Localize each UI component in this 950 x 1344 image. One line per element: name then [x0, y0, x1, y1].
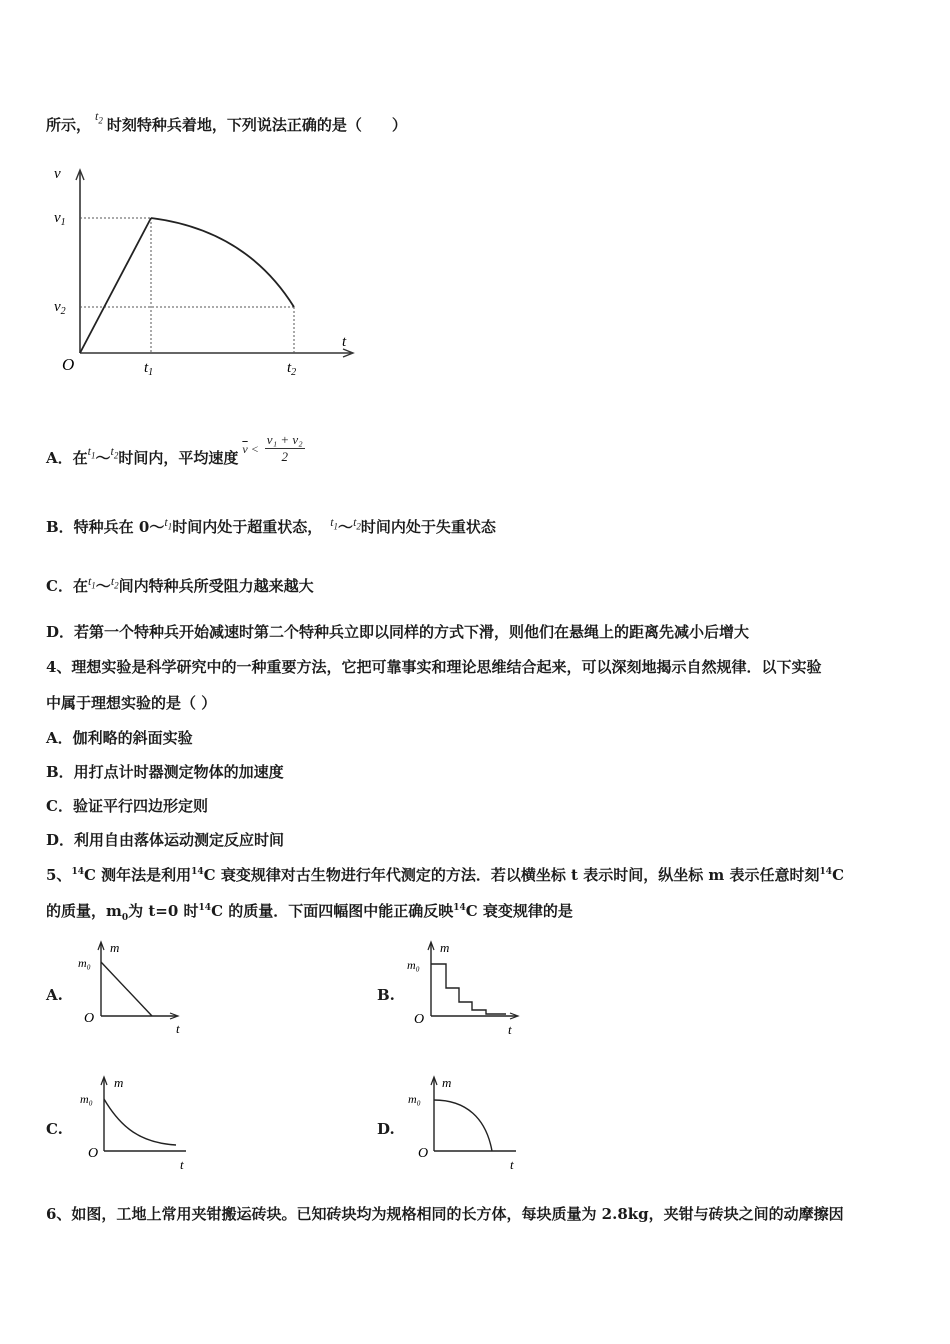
v1-label: $v_1$ — [54, 210, 66, 228]
q5-graph-c — [76, 1073, 196, 1173]
m0-label: m₀ — [407, 958, 420, 972]
decay-line — [101, 962, 152, 1016]
m-label: m — [440, 940, 450, 955]
v2-label: $v_2$ — [54, 299, 66, 317]
q5-option-d-label: D. — [377, 1120, 395, 1138]
q5-graph-b — [406, 938, 526, 1038]
origin-label: O — [88, 1146, 99, 1161]
origin-label: O — [414, 1012, 425, 1027]
q4-option-a: A．伽利略的斜面实验 — [46, 729, 193, 747]
t2-label: $t_2$ — [287, 360, 297, 378]
m0-label: m₀ — [408, 1092, 421, 1106]
t2-symbol: t2 — [95, 109, 103, 126]
q5-option-c-label: C. — [46, 1120, 63, 1138]
q4-stem-line2: 中属于理想实验的是（ ） — [46, 694, 217, 712]
q5-stem-line2: 的质量，$m_0$为 t=0 时$^{14}$C 的质量．下面四幅图中能正确反映$^{14}$C 衰变规律的是 — [46, 902, 573, 923]
q4-option-c: C．验证平行四边形定则 — [46, 797, 208, 815]
v-axis-label: v — [54, 166, 61, 182]
t1-label: $t_1$ — [144, 360, 154, 378]
acceleration-segment — [80, 218, 151, 353]
t-label: t — [508, 1022, 512, 1037]
q3-option-d: D．若第一个特种兵开始减速时第二个特种兵立即以同样的方式下滑，则他们在悬绳上的距离先减小后增大 — [46, 623, 750, 641]
q5-stem-line1: 5、$^{14}$C 测年法是利用$^{14}$C 衰变规律对古生物进行年代测定的方法．若以横坐标 t 表示时间，纵坐标 m 表示任意时刻$^{14}$C — [46, 866, 845, 884]
q5-graph-a — [76, 938, 196, 1038]
deceleration-curve — [151, 218, 294, 307]
m-label: m — [110, 940, 120, 955]
q3-intro: 所示， $^{t_2}$ 时刻特种兵着地，下列说法正确的是（ ） — [46, 109, 407, 134]
q4-option-b: B．用打点计时器测定物体的加速度 — [46, 763, 284, 781]
origin-label: O — [418, 1146, 429, 1161]
velocity-time-graph — [46, 160, 376, 385]
origin-label: O — [62, 355, 75, 374]
origin-label: O — [84, 1011, 95, 1026]
m-label: m — [114, 1075, 124, 1090]
m0-label: m₀ — [78, 956, 91, 970]
average-fraction: $\frac{\text{v₁ + v₂}}{2}$ — [266, 432, 303, 464]
q5-option-a-label: A. — [46, 986, 63, 1004]
q3-option-b: B．特种兵在 $0\sim t_1$时间内处于超重状态， $t_1\sim t_2$时间内处于失重状态 — [46, 515, 496, 536]
concave-curve — [434, 1100, 492, 1151]
staircase-decay — [431, 964, 506, 1014]
exponential-curve — [104, 1099, 176, 1145]
q5-graph-d — [406, 1073, 526, 1173]
t-label: t — [176, 1021, 180, 1036]
q4-stem-line1: 4、理想实验是科学研究中的一种重要方法，它把可靠事实和理论思维结合起来，可以深刻地揭示自然规律．以下实验 — [46, 658, 822, 676]
m-label: m — [442, 1075, 452, 1090]
q4-option-d: D．利用自由落体运动测定反应时间 — [46, 831, 285, 849]
q3-option-c: C．在$t_1\sim t_2$间内特种兵所受阻力越来越大 — [46, 574, 314, 595]
t-label: t — [180, 1157, 184, 1172]
q5-option-b-label: B. — [377, 986, 395, 1004]
q6-stem-line1: 6、如图，工地上常用夹钳搬运砖块。已知砖块均为规格相同的长方体，每块质量为 2.8kg，夹钳与砖块之间的动摩擦因 — [46, 1205, 844, 1223]
q3-option-a: A．在$t_1\sim t_2$时间内，平均速度 $\overline{v}$ < $\frac{\text{v₁ + v₂}}{2}$ — [46, 432, 303, 467]
m0-label: m₀ — [80, 1092, 93, 1106]
t-axis-label: t — [342, 334, 347, 350]
t-label: t — [510, 1157, 514, 1172]
